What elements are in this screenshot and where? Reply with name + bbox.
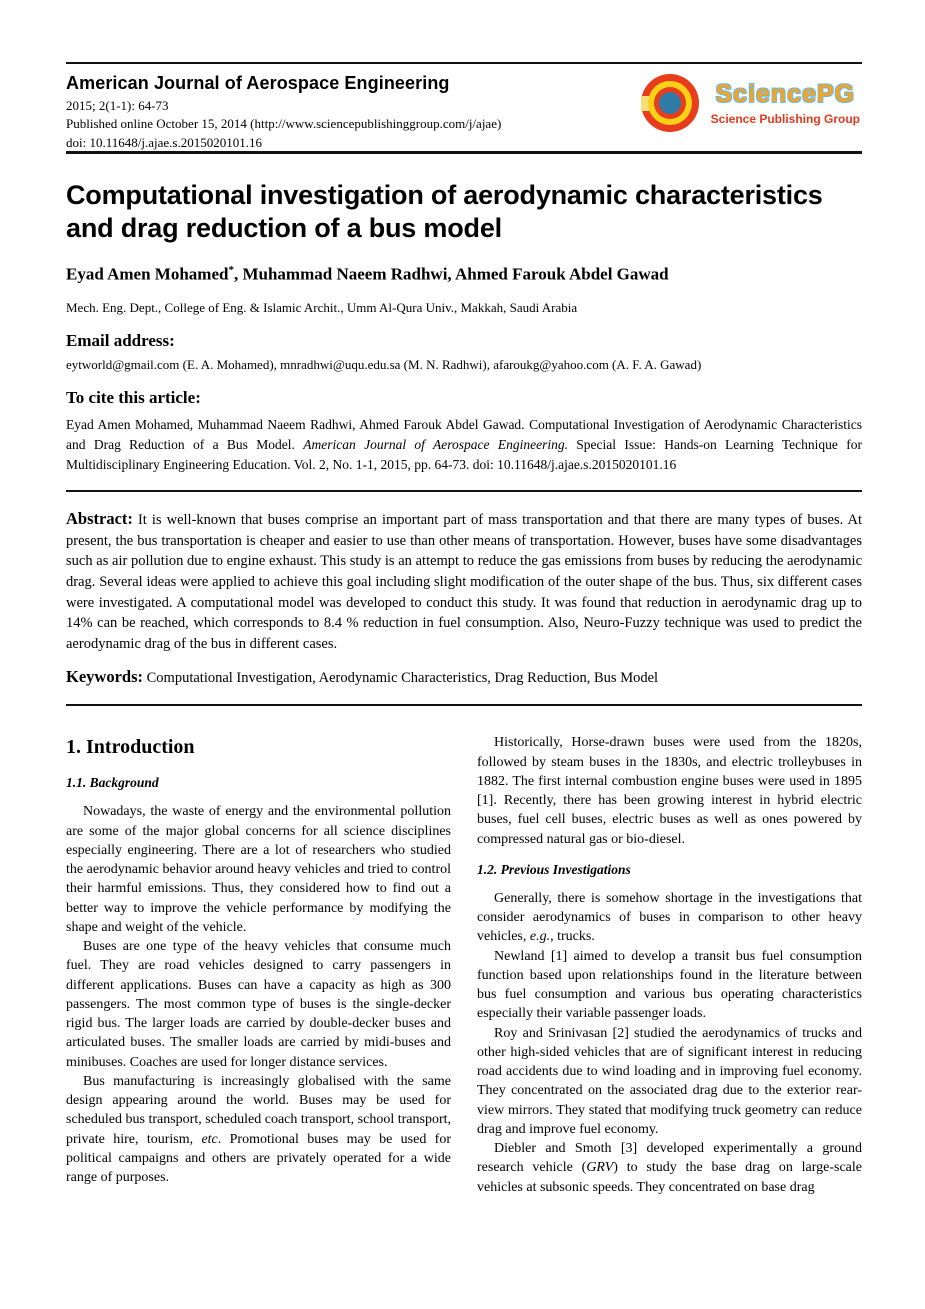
paragraph: Buses are one type of the heavy vehicles that consume much fuel. They are road vehicles designed to carry passengers in different applications. Buses can have a capacity as high as 300 passengers. The most common type of buses is the single-decker rigid bus. The larger loads are carried by double-decker buses and articulated buses. The smaller loads are carried by midi-buses and minibuses. Coaches are used for longer distance services. (66, 939, 451, 1070)
citation-rule (66, 490, 862, 492)
affiliation: Mech. Eng. Dept., College of Eng. & Islamic Archit., Umm Al-Qura Univ., Makkah, Saudi Arabia (66, 299, 578, 315)
citation-journal-italic: American Journal of Aerospace Engineering. (303, 436, 568, 452)
paragraph: Historically, Horse-drawn buses were used from the 1820s, followed by steam buses in the 1830s, and electric trolleybuses in 1882. The first internal combustion engine buses were used in 1895 [1]. Recently, there has been growing interest in hybrid electric buses, fuel cell buses, electric buses as well as ones powered by compressed natural gas or bio-diesel. (477, 735, 862, 847)
subsection-heading-previous-investigations: 1.2. Previous Investigations (477, 861, 631, 877)
journal-info (66, 73, 501, 152)
paragraph-italic: etc (201, 1131, 218, 1147)
paragraph-italic: GRV (586, 1160, 614, 1176)
authors-line (66, 264, 862, 285)
email-line: eytworld@gmail.com (E. A. Mohamed), mnradhwi@uqu.edu.sa (M. N. Radhwi), afaroukg@yahoo.com (A. F. A. Gawad) (66, 356, 702, 372)
paragraph (66, 1072, 451, 1188)
logo-text (711, 80, 860, 126)
abstract (66, 507, 862, 654)
article-title: Computational investigation of aerodynamic characteristics and drag reduction of a bus model (66, 180, 823, 243)
paragraph (477, 889, 862, 947)
paragraph (477, 1139, 862, 1197)
emblem-blue-core (659, 92, 681, 114)
emblem-red-ring (654, 87, 686, 119)
section-heading-introduction: 1. Introduction (66, 736, 195, 759)
journal-published-line: Published online October 15, 2014 (http://www.sciencepublishinggroup.com/j/ajae) (66, 116, 502, 132)
logo-brand: SciencePG (715, 80, 856, 108)
journal-doi-line: doi: 10.11648/j.ajae.s.2015020101.16 (66, 134, 262, 150)
abstract-text: It is well-known that buses comprise an important part of mass transportation and that there are many types of buses. At present, the bus transportation is cheaper and easier to use than other means of transportation. However, buses have some disadvantages such as air pollution due to engine exhaust. This study is an attempt to reduce the gas emissions from buses by reducing the aerodynamic drag. Several ideas were applied to achieve this goal including slight modification of the outer shape of the bus. Thus, six different cases were investigated. A computational model was developed to conduct this study. It was found that reduction in aerodynamic drag up to 14% can be reached, which corresponds to 8.4 % reduction in fuel consumption. Also, Neuro-Fuzzy technique was used to predict the aerodynamic drag of the bus in different cases. (66, 512, 862, 652)
article-body (66, 733, 862, 1197)
paragraph: Nowadays, the waste of energy and the environmental pollution are some of the major global concerns for all science disciplines especially engineering. There are a lot of researchers who studied the aerodynamic behavior around heavy vehicles and tried to control their harmful emissions. Thus, they considered how to find out a better way to improve the vehicle performance by modifying the shape and weight of the vehicle. (66, 804, 451, 935)
journal-issue-line: 2015; 2(1-1): 64-73 (66, 98, 169, 113)
emblem-yellow-ring (648, 81, 692, 125)
abstract-label: Abstract: (66, 509, 133, 529)
keywords (66, 667, 862, 687)
paragraph: Newland [1] aimed to develop a transit bus fuel consumption function based upon relationships found in the literature between bus fuel consumption and various bus operating characteristics especially their variable passenger loads. (477, 948, 862, 1022)
corresponding-author-mark: * (228, 263, 234, 276)
keywords-text: Computational Investigation, Aerodynamic Characteristics, Drag Reduction, Bus Model (143, 670, 659, 687)
cite-heading: To cite this article: (66, 387, 201, 407)
keywords-label: Keywords: (66, 667, 143, 687)
logo-subtitle: Science Publishing Group (710, 112, 860, 126)
paragraph-italic: e.g. (529, 929, 551, 945)
email-heading: Email address: (66, 330, 175, 350)
citation-part-2: Special Issue: Hands-on Learning Technique for Multidisciplinary Engineering Education. Vol. 2, No. 1-1, 2015, pp. 64-73. doi: 10.11648/j.ajae.s.2015020101.16 (66, 436, 862, 473)
journal-name: American Journal of Aerospace Engineering (66, 73, 450, 93)
paragraph-part: Bus manufacturing is increasingly globalised with the same design appearing around the world. Buses may be used for scheduled bus transport, scheduled coach transport, school transport, private hire, tourism, (66, 1073, 451, 1147)
citation-part-1: Eyad Amen Mohamed, Muhammad Naeem Radhwi, Ahmed Farouk Abdel Gawad. Computational Investigation of Aerodynamic Characteristics and Drag Reduction of a Bus Model. (66, 416, 862, 452)
sciencepg-emblem-icon (641, 74, 699, 132)
journal-meta (66, 97, 501, 152)
journal-header (66, 64, 862, 150)
paragraph-part: Generally, there is somehow shortage in the investigations that consider aerodynamics of buses in comparison to other heavy vehicles, (477, 890, 862, 945)
paragraph: Roy and Srinivasan [2] studied the aerodynamics of trucks and other high-sided vehicles that are of significant interest in reducing road accidents due to wind loading and in improving fuel economy. They concentrated on the associated drag due to the exterior rear-view mirrors. They stated that modifying truck geometry can reduce drag and improve fuel economy. (477, 1025, 862, 1137)
paragraph-part: Diebler and Smoth [3] developed experimentally a ground research vehicle ( (477, 1141, 862, 1176)
left-column (66, 733, 451, 1197)
author-first: Eyad Amen Mohamed (66, 264, 229, 284)
publisher-logo (641, 74, 860, 132)
paragraph-part: ) to study the base drag on large-scale vehicles at subsonic speeds. They concentrated on base drag (477, 1160, 862, 1195)
subsection-heading-background: 1.1. Background (66, 775, 159, 791)
citation-text (66, 415, 862, 476)
authors-rest: , Muhammad Naeem Radhwi, Ahmed Farouk Abdel Gawad (233, 264, 669, 284)
paragraph-part: . Promotional buses may be used for political campaigns and others are privately operated for a wide range of purposes. (66, 1131, 451, 1186)
paragraph-part: , trucks. (550, 929, 595, 945)
right-column (477, 733, 862, 1197)
keywords-rule (66, 704, 862, 706)
